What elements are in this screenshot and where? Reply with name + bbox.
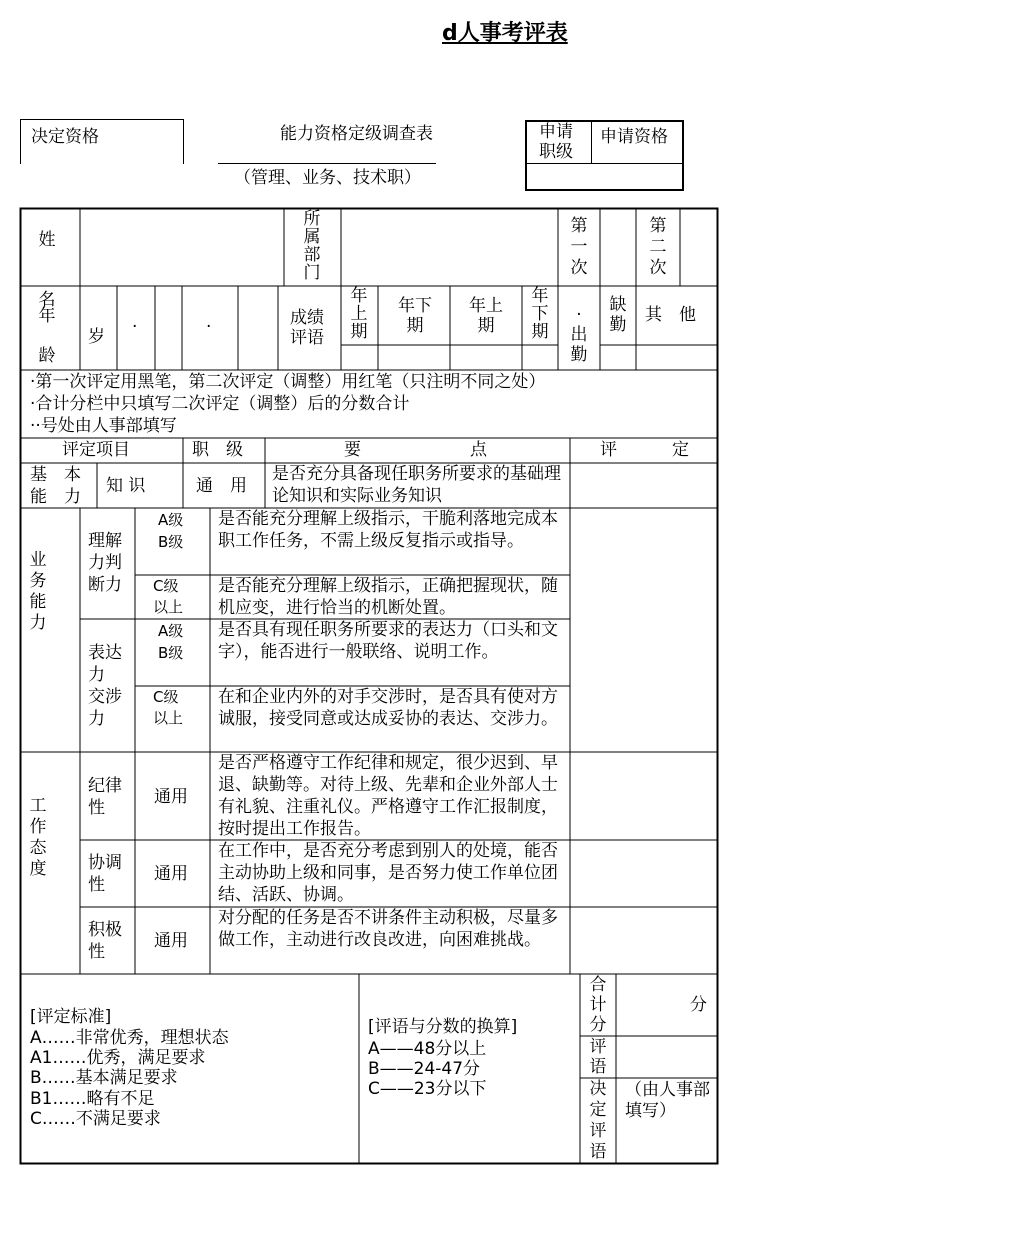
header-eval-a: 评 [600,440,617,460]
basic-grade: 通 用 [196,476,247,496]
attitude-desc-2: 在工作中，是否充分考虑到别人的处境，能否主动协助上级和同事，是否努力使工作单位团结、活跃、协调。 [218,841,558,905]
grade-comment-label: 成绩评语 [290,308,324,348]
business-grade-1b: C级 以上 [153,577,184,616]
standard-b: B……基本满足要求 [30,1068,178,1088]
attitude-grade-3: 通用 [154,931,188,951]
attitude-desc-3: 对分配的任务是否不讲条件主动积极，尽量多做工作，主动进行改良改进，向困难挑战。 [218,908,558,950]
standard-c: C……不满足要求 [30,1109,161,1129]
attitude-desc-1: 是否严格遵守工作纪律和规定，很少迟到、早退、缺勤等。对待上级、先辈和企业外部人士有礼貌、注重礼仪。严格遵守工作汇报制度，按时提出工作报告。 [218,753,558,839]
business-sub2: 表达力 交涉力 [88,643,122,729]
second-eval-label: 第二次 [649,216,667,278]
note-2: ·合计分栏中只填写二次评定（调整）后的分数合计 [30,394,410,414]
attitude-grade-1: 通用 [154,787,188,807]
business-grade-2b: C级 以上 [153,688,184,727]
conversion-c: C——23分以下 [368,1079,487,1099]
standard-b1: B1……略有不足 [30,1089,155,1109]
basic-sub: 知 识 [106,476,146,496]
note-3: ··号处由人事部填写 [30,416,177,436]
comment-label: 评语 [589,1037,607,1077]
business-grade-1a: A级 B级 [158,511,184,551]
period-h2-label: 年下期 [398,296,432,336]
attitude-sub3: 积极性 [88,920,122,962]
name-label: 姓名 [38,230,56,310]
period-h1-label: 年上期 [350,286,368,342]
header-item: 评定项目 [62,440,130,460]
apply-qual-label: 申请资格 [600,127,668,147]
period-h4-label: 年下期 [531,286,549,342]
hr-fill-note: （由人事部 填写） [625,1080,710,1121]
final-comment-label: 决定评语 [589,1079,607,1162]
survey-title: 能力资格定级调查表 [280,124,433,144]
business-category: 业务能力 [29,550,47,633]
first-eval-label: 第一次 [570,216,588,278]
attendance-label: ·出勤 [570,305,588,365]
standard-title: [评定标准] [30,1007,112,1027]
conversion-a: A——48分以上 [368,1039,487,1059]
standard-a1: A1……优秀，满足要求 [30,1048,206,1068]
age-unit: 岁 [88,327,105,347]
header-point-b: 点 [470,440,487,460]
survey-subtitle: （管理、业务、技术职） [234,168,421,188]
basic-desc: 是否充分具备现任职务所要求的基础理论知识和实际业务知识 [272,464,561,506]
business-grade-2a: A级 B级 [158,622,184,662]
decide-qualification-label: 决定资格 [31,127,99,147]
total-score-label: 合计分 [589,975,607,1035]
form-title: d人事考评表 [442,21,568,46]
attitude-category: 工作态度 [29,796,47,879]
dot-marker-1: · [132,317,138,337]
conversion-title: [评语与分数的换算] [368,1017,518,1037]
business-sub1: 理解力判断力 [88,531,122,595]
basic-category: 基 本 能 力 [30,465,81,507]
apply-level-label: 申请职级 [539,122,573,162]
period-h3-label: 年上期 [469,296,503,336]
business-desc-2a: 是否具有现任职务所要求的表达力（口头和文字），能否进行一般联络、说明工作。 [218,620,558,662]
header-eval-b: 定 [672,440,689,460]
attitude-grade-2: 通用 [154,864,188,884]
conversion-b: B——24-47分 [368,1059,481,1079]
business-desc-2b: 在和企业内外的对手交涉时，是否具有使对方诚服，接受同意或达成妥协的表达、交涉力。 [218,687,558,729]
points-unit: 分 [690,995,707,1015]
business-desc-1b: 是否能充分理解上级指示，正确把握现状，随机应变，进行恰当的机断处置。 [218,576,558,618]
header-point-a: 要 [344,440,361,460]
attitude-sub2: 协调性 [88,853,122,895]
business-desc-1a: 是否能充分理解上级指示，干脆利落地完成本职工作任务，不需上级反复指示或指导。 [218,509,558,551]
other-label: 其 他 [645,305,696,325]
dot-marker-2: · [206,317,212,337]
dept-label: 所属部门 [303,209,321,283]
attitude-sub1: 纪律性 [88,776,122,818]
standard-a: A……非常优秀，理想状态 [30,1028,229,1048]
age-label: 年龄 [38,306,56,366]
note-1: ·第一次评定用黑笔，第二次评定（调整）用红笔（只注明不同之处） [30,372,546,392]
absence-label: 缺勤 [609,295,627,335]
header-grade: 职 级 [192,440,243,460]
